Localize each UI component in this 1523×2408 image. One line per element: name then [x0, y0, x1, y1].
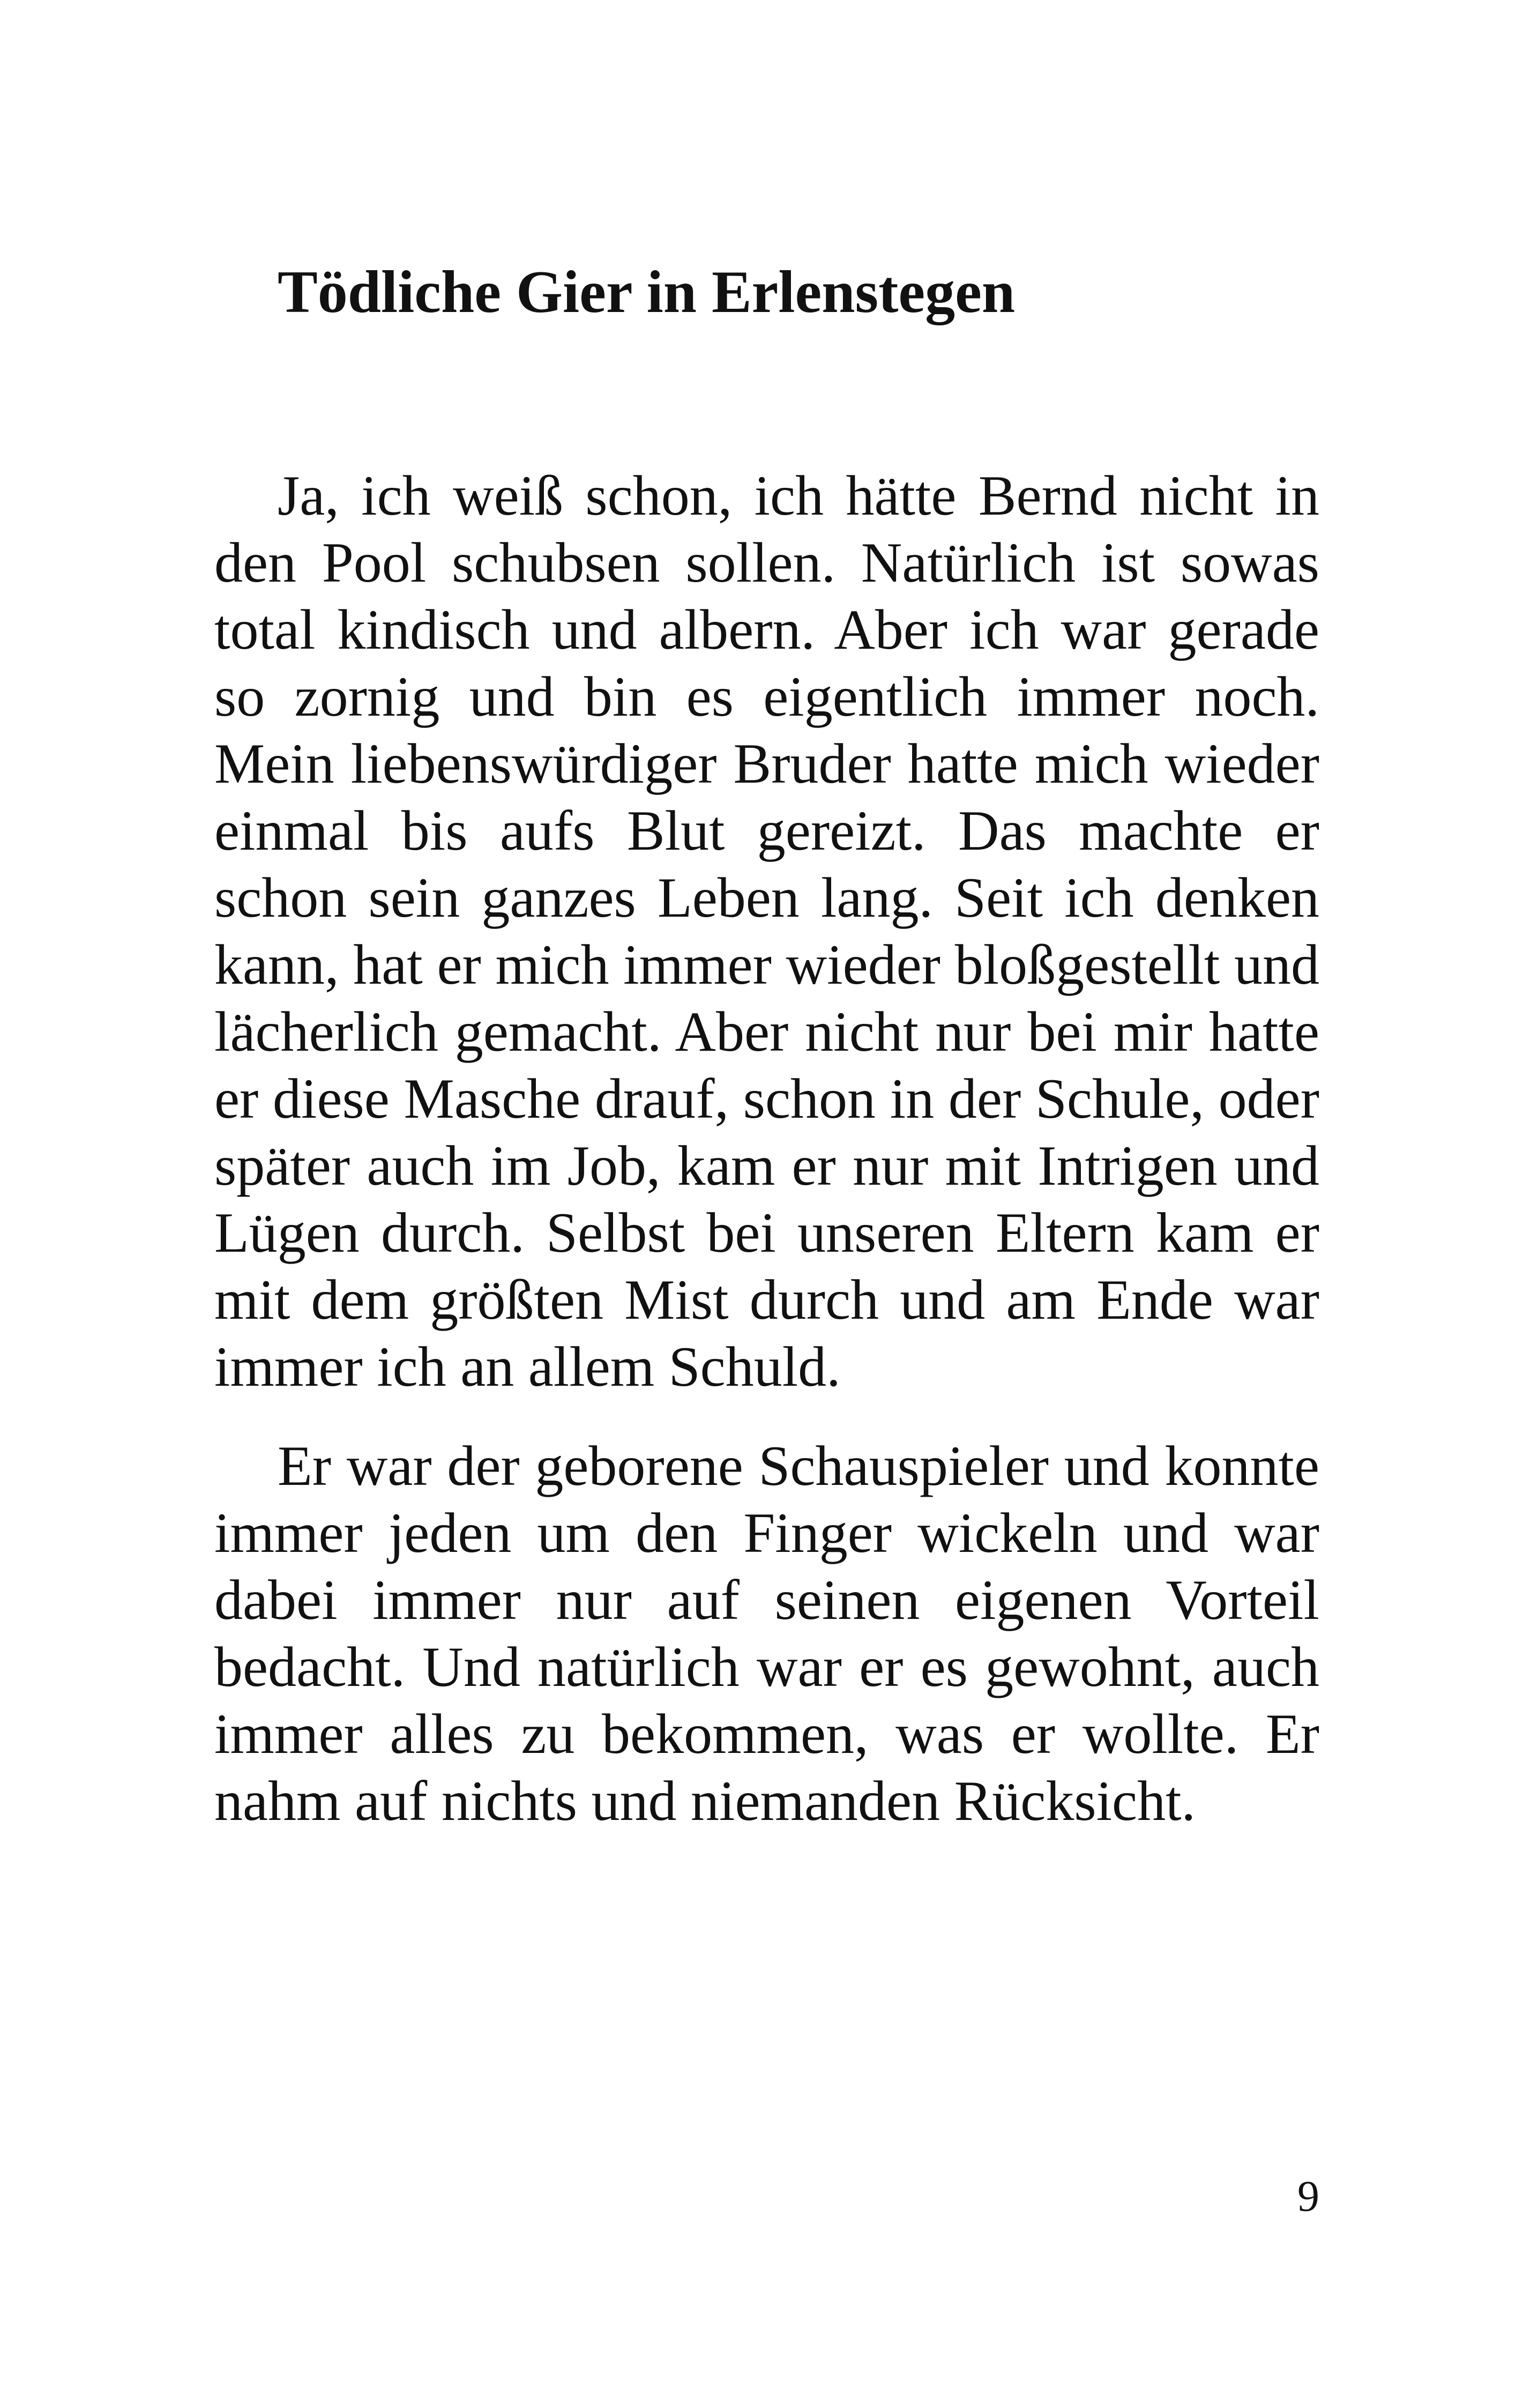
body-text: [214, 462, 1319, 1834]
paragraph-2: Er war der geborene Schauspieler und konnte immer jeden um den Finger wickeln und war dabei immer nur auf seinen eigenen Vorteil bedacht. Und natürlich war er es gewohnt, auch immer alles zu bekommen, was er wollte. Er nahm auf nichts und niemanden Rücksicht.: [214, 1435, 1319, 1832]
page-number: 9: [1297, 2172, 1319, 2220]
chapter-title: Tödliche Gier in Erlenstegen: [278, 259, 1016, 325]
paragraph-1: Ja, ich weiß schon, ich hätte Bernd nicht in den Pool schubsen sollen. Natürlich ist sowas total kindisch und albern. Aber ich war gerade so zornig und bin es eigentlich immer noch. Mein liebenswürdiger Bruder hatte mich wieder einmal bis aufs Blut gereizt. Das machte er schon sein ganzes Leben lang. Seit ich denken kann, hat er mich immer wieder bloßgestellt und lächerlich gemacht. Aber nicht nur bei mir hatte er diese Masche drauf, schon in der Schule, oder später auch im Job, kam er nur mit Intrigen und Lügen durch. Selbst bei unseren Eltern kam er mit dem größten Mist durch und am Ende war immer ich an allem Schuld.: [214, 464, 1319, 1398]
